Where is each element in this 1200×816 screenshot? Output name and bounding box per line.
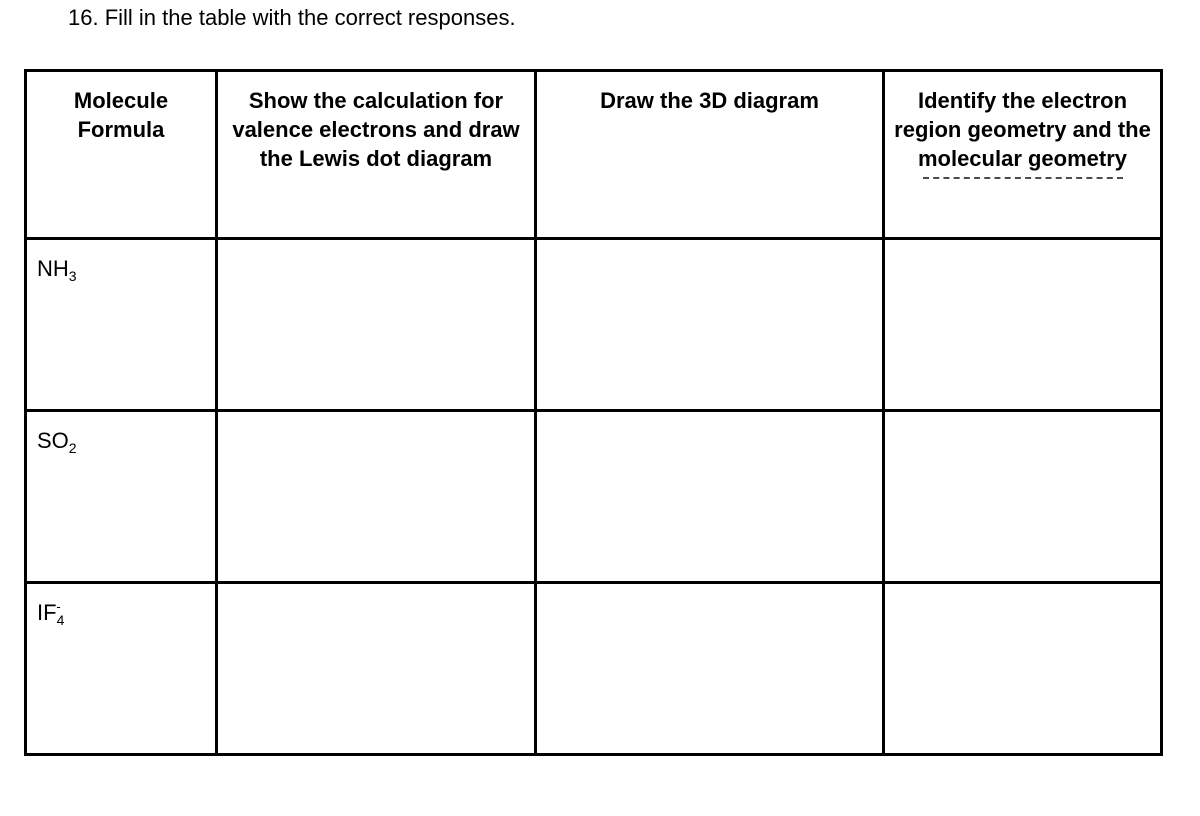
formula-subscript: 4: [56, 612, 65, 628]
answer-cell-lewis[interactable]: [217, 583, 536, 755]
header-3d-diagram: Draw the 3D diagram: [536, 71, 884, 239]
formula-cell-if4: [26, 583, 217, 755]
answer-cell-lewis[interactable]: [217, 239, 536, 411]
worksheet-table: [24, 69, 1163, 756]
answer-cell-3d[interactable]: [536, 411, 884, 583]
table-row: [26, 239, 1162, 411]
answer-cell-3d[interactable]: [536, 583, 884, 755]
answer-cell-3d[interactable]: [536, 239, 884, 411]
header-valence-lewis: Show the calculation for valence electrons and draw the Lewis dot diagram: [217, 71, 536, 239]
formula-base: NH: [37, 256, 69, 281]
answer-cell-geometry[interactable]: [884, 411, 1162, 583]
answer-cell-geometry[interactable]: [884, 239, 1162, 411]
formula-subscript: 3: [68, 268, 77, 284]
formula-superscript: -: [56, 599, 61, 614]
table-header-row: [26, 71, 1162, 239]
table-row: [26, 411, 1162, 583]
header-molecule-formula: Molecule Formula: [26, 71, 217, 239]
table-row: [26, 583, 1162, 755]
formula-base: SO: [37, 428, 69, 453]
question-text: 16. Fill in the table with the correct responses.: [68, 5, 516, 30]
answer-cell-lewis[interactable]: [217, 411, 536, 583]
header-geometry: Identify the electron region geometry and the molecular geometry: [884, 71, 1162, 239]
formula-base: IF: [37, 600, 57, 625]
formula-cell-so2: [26, 411, 217, 583]
answer-cell-geometry[interactable]: [884, 583, 1162, 755]
formula-cell-nh3: [26, 239, 217, 411]
clipped-text-fragment: [923, 177, 1123, 185]
formula-subscript: 2: [68, 440, 77, 456]
